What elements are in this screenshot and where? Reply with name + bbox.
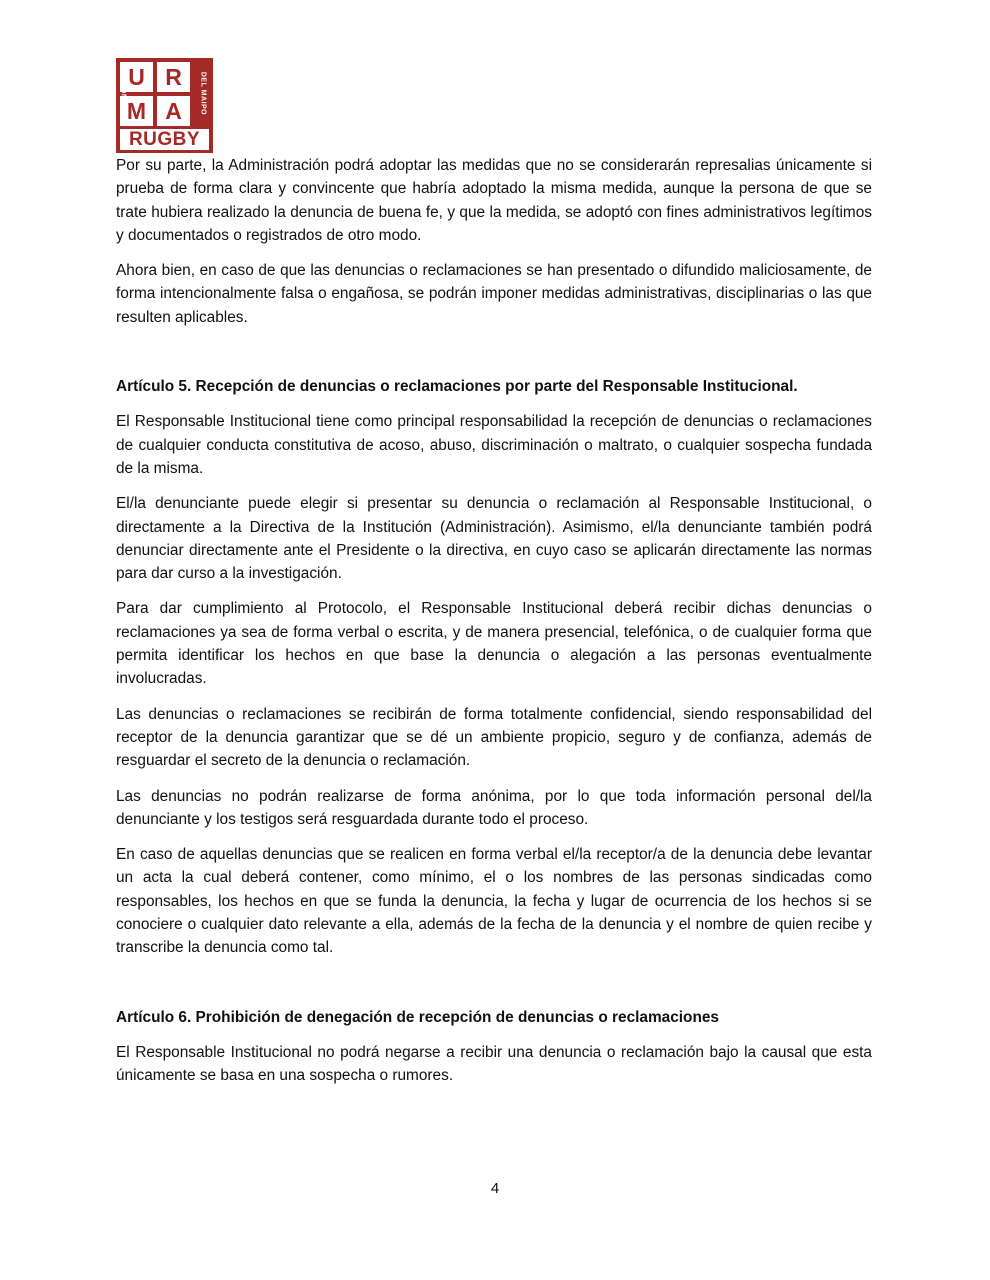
- article-5-paragraph: En caso de aquellas denuncias que se realicen en forma verbal el/la receptor/a de la denuncia debe levantar un acta la cual deberá contener, como mínimo, el o los nombres de las personas sindicadas como responsables, los hechos en que se funda la denuncia, la fecha y lugar de ocurrencia de los hechos si se conociere o cualquier dato relevante a ella, además de la fecha de la denuncia y el nombre de quien recibe y transcribe la denuncia como tal.: [116, 846, 872, 957]
- article-5-paragraph: Las denuncias o reclamaciones se recibirán de forma totalmente confidencial, siendo responsabilidad del receptor de la denuncia garantizar que se dé un ambiente propicio, seguro y de confianza, además de resguardar el secreto de la denuncia o reclamación.: [116, 705, 872, 770]
- logo-rugby-word: RUGBY: [120, 129, 209, 150]
- paragraph-administracion: Por su parte, la Administración podrá adoptar las medidas que no se considerarán represalias únicamente si prueba de forma clara y convincente que habría adoptado la misma medida, aunque la persona de que se trate hubiera realizado la denuncia de buena fe, y que la medida, se adoptó con fines administrativos legítimos y documentados o registrados de otro modo.: [116, 157, 872, 244]
- page-number: 4: [490, 1180, 500, 1197]
- logo-letter-u: U: [120, 62, 153, 92]
- paragraph-denuncias-maliciosas: Ahora bien, en caso de que las denuncias o reclamaciones se han presentado o difundido maliciosamente, de forma intencionalmente falsa o engañosa, se podrán imponer medidas administrativas, disciplinarias o las que resulten aplicables.: [116, 262, 872, 326]
- article-6-heading: Artículo 6. Prohibición de denegación de recepción de denuncias o reclamaciones: [116, 1008, 719, 1026]
- logo-union-de-text: UNIÓN DE: [119, 74, 127, 113]
- logo-del-maipo-text: DEL MAIPO: [199, 71, 207, 116]
- article-5-heading: Artículo 5. Recepción de denuncias o reclamaciones por parte del Responsable Institucional.: [116, 378, 798, 396]
- logo-letter-r: R: [157, 62, 190, 92]
- article-5-paragraph: Para dar cumplimiento al Protocolo, el Responsable Institucional deberá recibir dichas denuncias o reclamaciones ya sea de forma verbal o escrita, y de manera presencial, telefónica, o de cualquier forma que permita identificar los hechos en que base la denuncia o alegación a las personas eventualmente involucradas.: [116, 600, 872, 688]
- article-5-paragraph: El Responsable Institucional tiene como principal responsabilidad la recepción de denuncias o reclamaciones de cualquier conducta constitutiva de acoso, abuso, discriminación o maltrato, o cualquier sospecha fundada de la misma.: [116, 413, 872, 477]
- urma-logo: [116, 58, 213, 153]
- article-5-paragraph: El/la denunciante puede elegir si presentar su denuncia o reclamación al Responsable Institucional, o directamente a la Directiva de la Institución (Administración). Asimismo, el/la denunciante también podrá denunciar directamente ante el Presidente o la directiva, en cuyo caso se aplicarán directamente las normas para dar curso a la investigación.: [116, 495, 872, 583]
- logo-letter-m: M: [120, 96, 153, 126]
- document-body: [116, 154, 872, 1100]
- logo-letter-a: A: [157, 96, 190, 126]
- article-5-paragraph: Las denuncias no podrán realizarse de forma anónima, por lo que toda información personal del/la denunciante y los testigos será resguardada durante todo el proceso.: [116, 787, 872, 828]
- article-6-paragraph: El Responsable Institucional no podrá negarse a recibir una denuncia o reclamación bajo la causal que esta únicamente se basa en una sospecha o rumores.: [116, 1043, 872, 1085]
